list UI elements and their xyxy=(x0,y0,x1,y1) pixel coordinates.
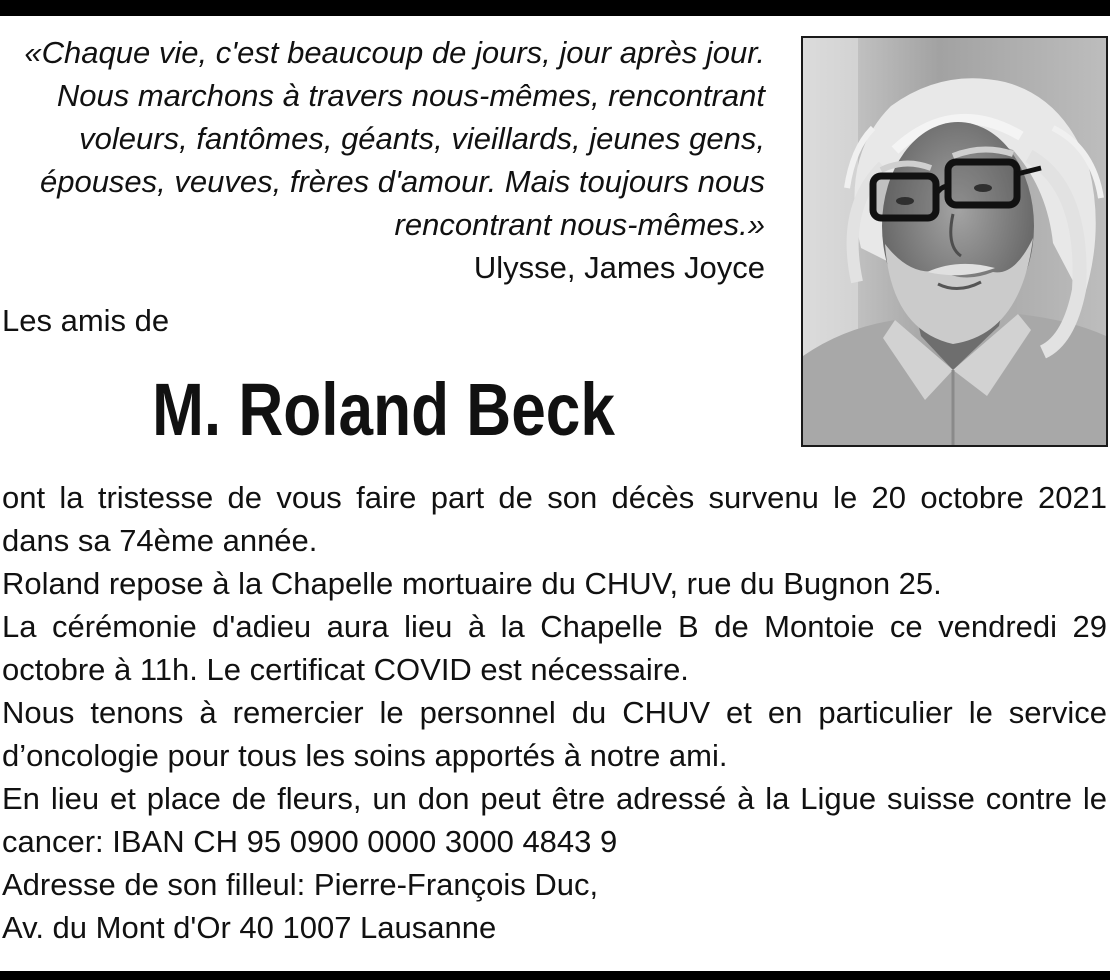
quote-attribution: Ulysse, James Joyce xyxy=(473,250,765,285)
announcement-line: d’oncologie pour tous les soins apportés à notre ami. xyxy=(2,738,728,773)
announcement-line: octobre à 11h. Le certificat COVID est nécessaire. xyxy=(2,652,689,687)
bottom-rule xyxy=(0,971,1110,980)
announcement-line: Roland repose à la Chapelle mortuaire du CHUV, rue du Bugnon 25. xyxy=(2,566,942,601)
intro-text: Les amis de xyxy=(2,303,170,338)
announcement-line: Nous tenons à remercier le personnel du CHUV et en particulier le service xyxy=(2,695,1107,730)
quote-line: épouses, veuves, frères d'amour. Mais toujours nous xyxy=(39,164,765,199)
announcement-line: Adresse de son filleul: Pierre-François Duc, xyxy=(2,867,599,902)
quote-line: Nous marchons à travers nous-mêmes, rencontrant xyxy=(56,78,765,113)
announcement-line: cancer: IBAN CH 95 0900 0000 3000 4843 9 xyxy=(2,824,618,859)
portrait-photo xyxy=(801,36,1108,447)
quote-line: «Chaque vie, c'est beaucoup de jours, jour après jour. xyxy=(24,35,765,70)
epigraph-quote xyxy=(0,31,765,289)
announcement-line: ont la tristesse de vous faire part de son décès survenu le 20 octobre 2021 xyxy=(2,480,1107,515)
announcement-text xyxy=(2,476,1107,949)
quote-line: rencontrant nous-mêmes.» xyxy=(394,207,765,242)
deceased-name: M. Roland Beck xyxy=(151,368,615,451)
quote-line: voleurs, fantômes, géants, vieillards, jeunes gens, xyxy=(79,121,765,156)
announcement-line: En lieu et place de fleurs, un don peut être adressé à la Ligue suisse contre le xyxy=(2,781,1107,816)
announcement-line: La cérémonie d'adieu aura lieu à la Chapelle B de Montoie ce vendredi 29 xyxy=(2,609,1107,644)
top-rule xyxy=(0,0,1110,16)
announcement-line: Av. du Mont d'Or 40 1007 Lausanne xyxy=(2,910,497,945)
deceased-name-block xyxy=(0,368,766,451)
portrait-image xyxy=(803,38,1106,445)
announcement-line: dans sa 74ème année. xyxy=(2,523,318,558)
